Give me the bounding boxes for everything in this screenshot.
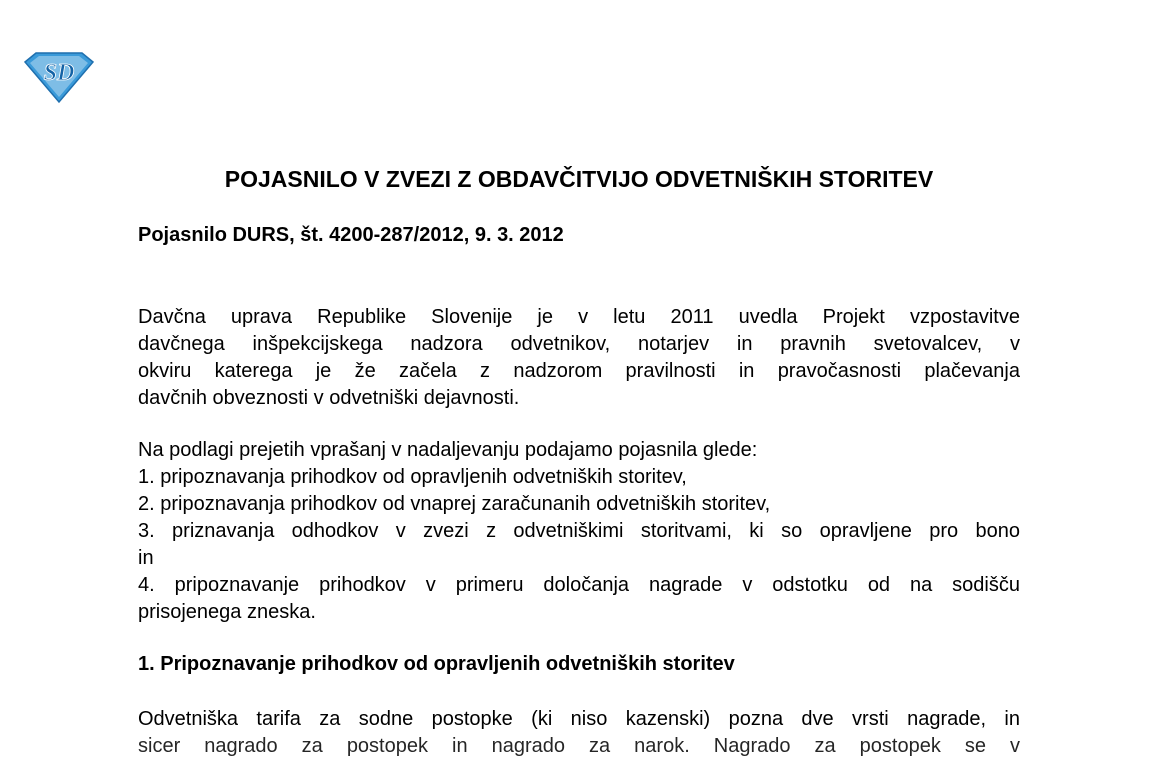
logo-text: SD — [43, 60, 75, 86]
list-item: 4. pripoznavanje prihodkov v primeru določanja nagrade v odstotku od na sodišču — [138, 574, 1020, 596]
intro-line: davčnega inšpekcijskega nadzora odvetnikov, notarjev in pravnih svetovalcev, v — [138, 333, 1020, 355]
list-intro-line: Na podlagi prejetih vprašanj v nadaljevanju podajamo pojasnila glede: — [138, 439, 758, 461]
document-subtitle: Pojasnilo DURS, št. 4200-287/2012, 9. 3. 2012 — [138, 224, 564, 246]
section-1-heading: 1. Pripoznavanje prihodkov od opravljenih odvetniških storitev — [138, 653, 735, 675]
topics-list — [138, 437, 1020, 626]
list-item-continuation: prisojenega zneska. — [138, 601, 316, 623]
list-item-continuation: in — [138, 547, 154, 569]
intro-line: okviru katerega je že začela z nadzorom pravilnosti in pravočasnosti plačevanja — [138, 360, 1020, 382]
list-item: 3. priznavanja odhodkov v zvezi z odvetniškimi storitvami, ki so opravljene pro bono — [138, 520, 1020, 542]
list-item: 1. pripoznavanja prihodkov od opravljenih odvetniških storitev, — [138, 466, 687, 488]
section-1-paragraph — [138, 706, 1020, 760]
list-item: 2. pripoznavanja prihodkov od vnaprej zaračunanih odvetniških storitev, — [138, 493, 771, 515]
section-1-line: sicer nagrado za postopek in nagrado za narok. Nagrado za postopek se v — [138, 735, 1020, 757]
intro-paragraph — [138, 304, 1020, 412]
intro-line: davčnih obveznosti v odvetniški dejavnosti. — [138, 387, 520, 409]
section-1-line: Odvetniška tarifa za sodne postopke (ki niso kazenski) pozna dve vrsti nagrade, in — [138, 708, 1020, 730]
document-title: POJASNILO V ZVEZI Z OBDAVČITVIJO ODVETNIŠKIH STORITEV — [224, 166, 934, 192]
intro-line: Davčna uprava Republike Slovenije je v letu 2011 uvedla Projekt vzpostavitve — [138, 306, 1020, 328]
sd-shield-logo-icon — [22, 50, 96, 104]
